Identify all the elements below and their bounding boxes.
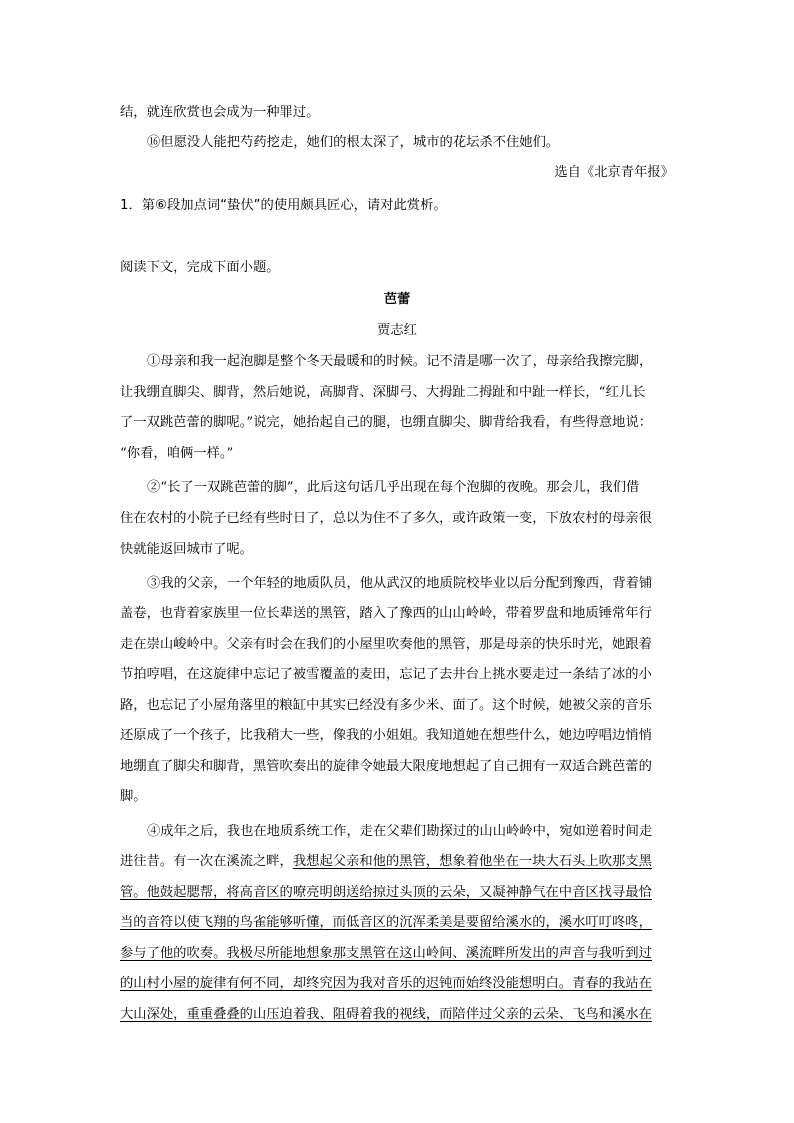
paragraph-1-line-4: “你看，咱俩一样。” xyxy=(120,446,234,461)
underlined-passage-start: 我想起父亲和他的黑管，想象着他坐在一块大石头上吹那支黑 xyxy=(292,854,652,869)
question-1: 1．第⑥段加点词“蛰伏”的使用颇具匠心，请对此赏析。 xyxy=(120,198,447,213)
paragraph-4-line-2-plain: 进往昔。有一次在溪流之畔， xyxy=(120,854,293,869)
paragraph-3-line-6: 还原成了一个孩子，比我稍大一些，像我的小姐姐。我知道她在想些什么，她边哼唱边悄悄 xyxy=(120,728,652,743)
underlined-passage-line-3: 当的音符以使飞翔的鸟雀能够听懂，而低音区的沉浑柔美是要留给溪水的，溪水叮叮咚咚， xyxy=(120,915,652,930)
article-title: 芭蕾 xyxy=(383,292,411,307)
paragraph-2-line-1: ②“长了一双跳芭蕾的脚”，此后这句话几乎出现在每个泡脚的夜晚。那会儿，我们借 xyxy=(147,480,640,495)
reading-instruction: 阅读下文，完成下面小题。 xyxy=(120,260,280,275)
paragraph-2-line-2: 住在农村的小院子已经有些时日了，总以为住不了多久，或许政策一变，下放农村的母亲很 xyxy=(120,511,652,526)
paragraph-3-line-1: ③我的父亲，一个年轻的地质队员，他从武汉的地质院校毕业以后分配到豫西，背着铺 xyxy=(147,576,653,591)
paragraph-4-line-2 xyxy=(120,853,674,871)
underlined-passage-line-2: 管。他鼓起腮帮，将高音区的嘹亮明朗送给掠过头顶的云朵，又凝神静气在中音区找寻最恰 xyxy=(120,885,652,900)
paragraph-4-line-1: ④成年之后，我也在地质系统工作，走在父辈们勘探过的山山岭岭中，宛如逆着时间走 xyxy=(147,824,653,839)
paragraph-3-line-2: 盖卷，也背着家族里一位长辈送的黑管，踏入了豫西的山山岭岭，带着罗盘和地质锤常年行 xyxy=(120,606,652,621)
underlined-passage-line-5: 的山村小屋的旋律有何不同，却终究因为我对音乐的迟钝而始终没能想明白。青春的我站在 xyxy=(120,976,652,991)
article-author: 贾志红 xyxy=(377,323,417,338)
underlined-passage-line-6: 大山深处，重重叠叠的山压迫着我、阻碍着我的视线，而陪伴过父亲的云朵、飞鸟和溪水在 xyxy=(120,1007,652,1022)
underlined-passage-line-4: 参与了他的吹奏。我极尽所能地想象那支黑管在这山岭间、溪流畔所发出的声音与我听到过 xyxy=(120,946,652,961)
paragraph-1-line-3: 了一双跳芭蕾的脚呢。”说完，她抬起自己的腿，也绷直脚尖、脚背给我看，有些得意地说： xyxy=(120,415,653,430)
paragraph-3-line-4: 节拍哼唱，在这旋律中忘记了被雪覆盖的麦田，忘记了去井台上挑水要走过一条结了冰的小 xyxy=(120,667,652,682)
paragraph-3-line-7: 地绷直了脚尖和脚背，黑管吹奏出的旋律令她最大限度地想起了自己拥有一双适合跳芭蕾的 xyxy=(120,759,652,774)
paragraph-3-line-3: 走在崇山峻岭中。父亲有时会在我们的小屋里吹奏他的黑管，那是母亲的快乐时光，她跟着 xyxy=(120,637,652,652)
paragraph-1-line-2: 让我绷直脚尖、脚背，然后她说，高脚背、深脚弓、大拇趾二拇趾和中趾一样长，“红儿长 xyxy=(120,385,646,400)
paragraph-3-line-8: 脚。 xyxy=(120,789,147,804)
prev-article-paragraph-16: ⑯但愿没人能把芍药挖走，她们的根太深了，城市的花坛杀不住她们。 xyxy=(147,135,560,150)
paragraph-2-line-3: 快就能返回城市了呢。 xyxy=(120,542,253,557)
prev-article-source: 选自《北京青年报》 xyxy=(554,165,674,180)
prev-article-tail: 结，就连欣赏也会成为一种罪过。 xyxy=(120,105,320,120)
paragraph-1-line-1: ①母亲和我一起泡脚是整个冬天最暖和的时候。记不清是哪一次了，母亲给我擦完脚， xyxy=(147,354,653,369)
paragraph-3-line-5: 路，也忘记了小屋角落里的粮缸中其实已经没有多少米、面了。这个时候，她被父亲的音乐 xyxy=(120,698,652,713)
